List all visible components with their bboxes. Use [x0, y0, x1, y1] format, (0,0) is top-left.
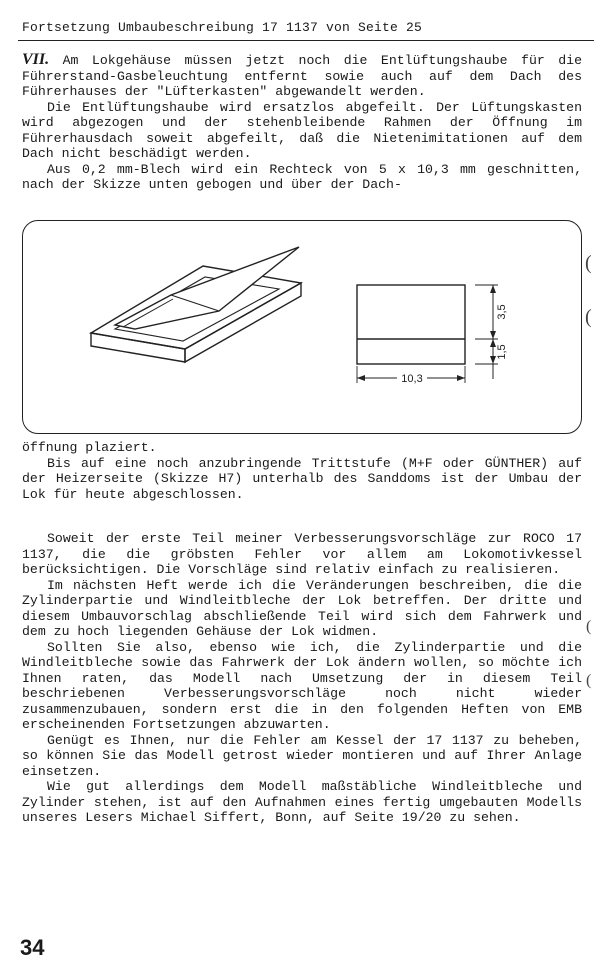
paragraph: öffnung plaziert. — [22, 440, 157, 455]
margin-mark: ( — [586, 672, 592, 689]
running-header: Fortsetzung Umbaubeschreibung 17 1137 von Seite 25 — [22, 20, 423, 35]
section-continuation-text — [22, 440, 582, 502]
flat-pattern — [357, 285, 465, 364]
margin-mark: ( — [585, 252, 592, 274]
margin-mark: ( — [585, 306, 592, 328]
sketch-figure — [22, 220, 582, 434]
dimension-label-top: 3,5 — [496, 304, 508, 320]
sketch-drawing — [23, 221, 581, 433]
paragraph: Soweit der erste Teil meiner Verbesserungsvorschläge zur ROCO 17 1137, die die gröbsten Fehler vor allem am Lokomotivkessel berücksichtigen. Die Vorschläge sind relativ einfach zu realisieren. — [22, 531, 582, 577]
paragraph: Die Entlüftungshaube wird ersatzlos abgefeilt. Der Lüftungskasten wird abgezogen und der stehenbleibende Rahmen der Öffnung im Führerhausdach soweit abgefeilt, daß die Nietenimitationen auf dem Dach nicht beschädigt werden. — [22, 99, 582, 161]
header-rule — [18, 40, 594, 41]
dimension-label-bottom: 1,5 — [496, 344, 508, 360]
plate-front — [91, 333, 185, 362]
paragraph: Genügt es Ihnen, nur die Fehler am Kessel der 17 1137 zu beheben, so können Sie das Modell getrost wieder montieren und auf Ihrer Anlage einsetzen. — [22, 732, 582, 779]
dimension-label-width: 10,3 — [401, 373, 423, 385]
paragraph: Im nächsten Heft werde ich die Veränderungen beschreiben, die die Zylinderpartie und Windleitbleche der Lok betreffen. Der dritte und diesem Umbauvorschlag abschließende Teil wird sich dem Fahrwerk und dem zu hoch liegenden Gehäuse der Lok widmen. — [22, 577, 582, 639]
paragraph-text: Am Lokgehäuse müssen jetzt noch die Entlüftungshaube für die Führerstand-Gasbeleuchtung entfernt sowie auch auf dem Dach des Führerhauses der "Lüfterkasten" abgewandelt werden. — [22, 53, 582, 99]
paragraph: Sollten Sie also, ebenso wie ich, die Zylinderpartie und die Windleitbleche sowie das Fahrwerk der Lok ändern wollen, so möchte ich Ihnen raten, das Modell nach Umsetzung der in diesem Teil beschriebenen Verbesserungsvorschläge noch nicht wieder zusammenzubauen, sondern erst die in den folgenden Heften von EMB erscheinenden Fortsetzungen abzuwarten. — [22, 639, 582, 732]
paragraph: Wie gut allerdings dem Modell maßstäbliche Windleitbleche und Zylinder stehen, ist auf den Aufnahmen eines fertig umgebauten Modells unseres Lesers Michael Siffert, Bonn, auf Seite 19/20 zu sehen. — [22, 779, 582, 825]
paragraph — [22, 52, 582, 100]
page-number: 34 — [20, 935, 45, 960]
section-numeral: VII. — [22, 51, 50, 68]
paragraph: Aus 0,2 mm-Blech wird ein Rechteck von 5 x 10,3 mm geschnitten, nach der Skizze unten gebogen und über der Dach- — [22, 161, 582, 192]
section-vii-text — [22, 52, 582, 193]
paragraph: Bis auf eine noch anzubringende Trittstufe (M+F oder GÜNTHER) auf der Heizerseite (Skizze H7) unterhalb des Sanddoms ist der Umbau der Lok für heute abgeschlossen. — [22, 455, 582, 502]
section-conclusion-text — [22, 531, 582, 826]
margin-mark: ( — [586, 618, 592, 635]
